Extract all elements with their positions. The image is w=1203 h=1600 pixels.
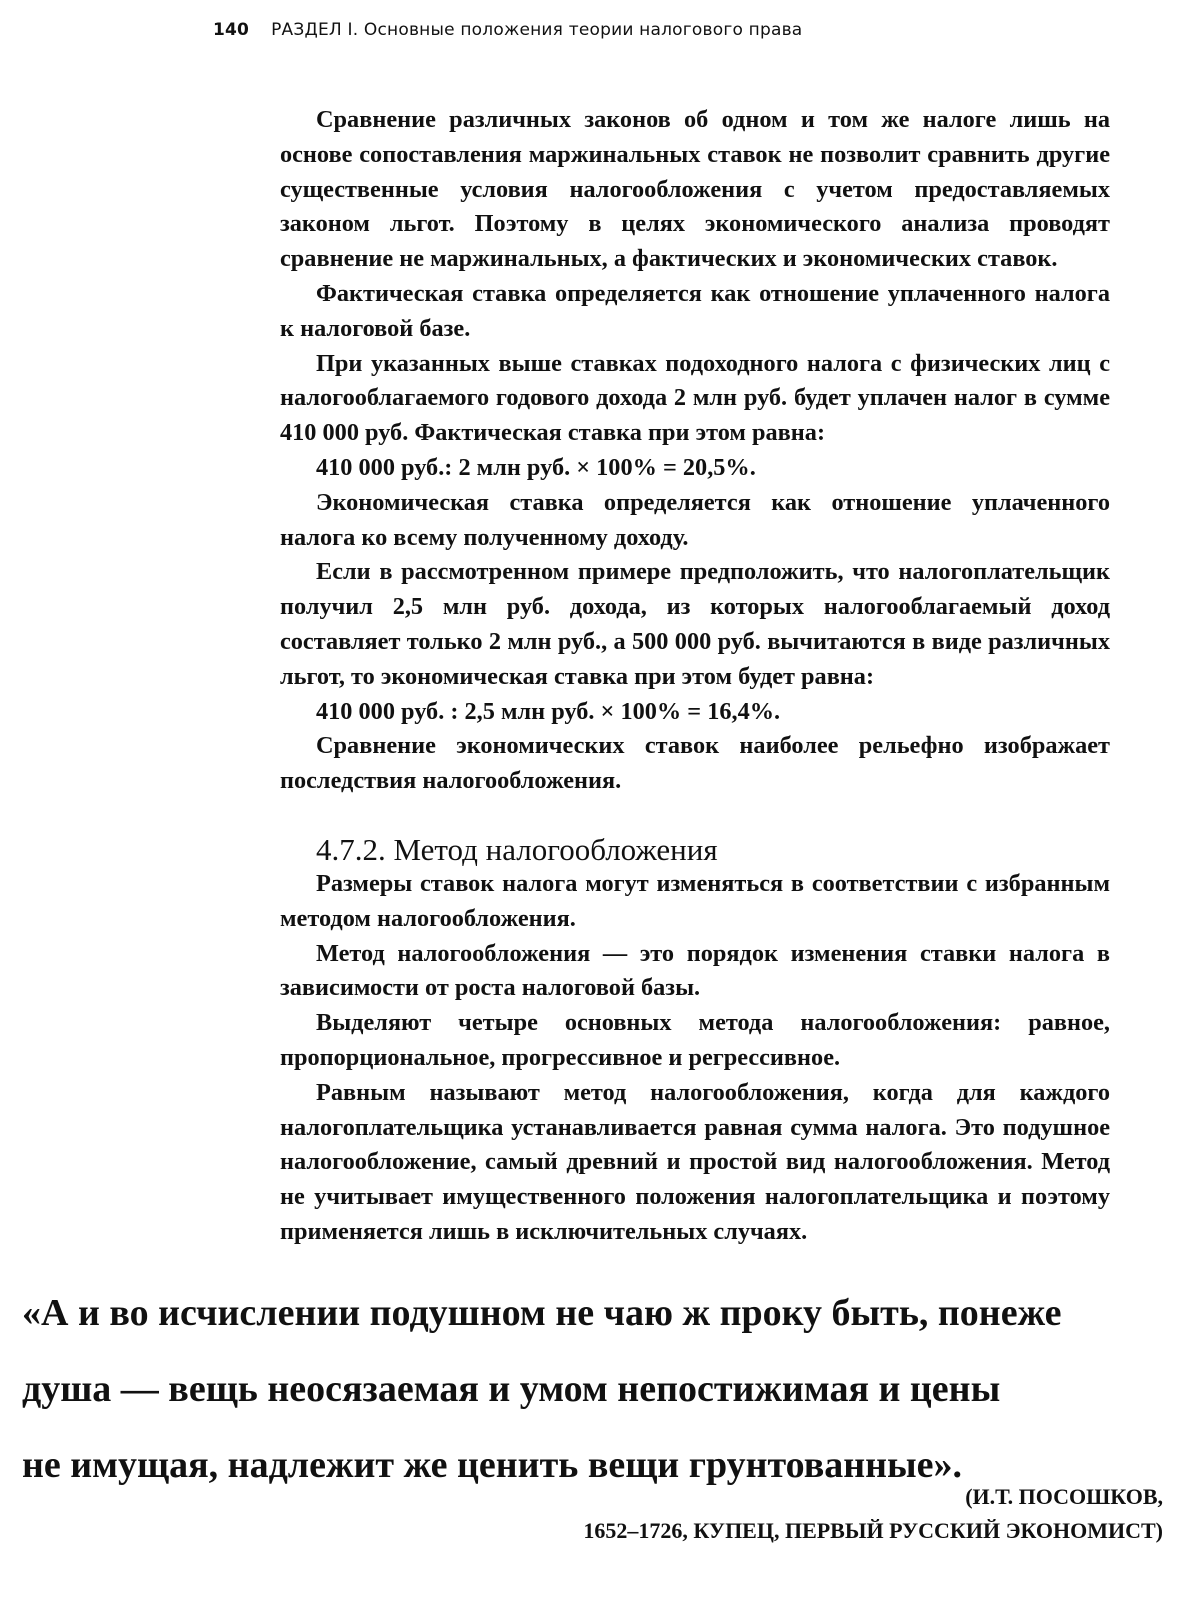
term-actual-rate: Фактическая ставка (316, 279, 547, 307)
term-equal-method: Равным называют метод налогообложения (316, 1078, 843, 1106)
paragraph-text: . Это подушное налогообложение, самый древний и простой вид налогообложения. Метод не учитывает имущественного положения налогоплательщика и поэтому применяется лишь в исключительных случаях. (280, 1113, 1110, 1245)
paragraph-income-tax-example: При указанных выше ставках подоходного налога с физических лиц с налогооблагаемого годового дохода 2 млн руб. будет уплачен налог в сумме 410 000 руб. Фактическая ставка при этом равна: (280, 349, 1110, 447)
paragraph-rate-sizes: Размеры ставок налога могут изменяться в соответствии с избранным методом налогообложения. (280, 869, 1110, 932)
main-text-column (280, 103, 1110, 1250)
paragraph-actual-rate-definition (280, 277, 1110, 347)
quote-line: душа — вещь неосязаемая и умом непостижимая и цены (22, 1368, 1001, 1410)
section-spacer (280, 799, 1110, 831)
paragraph-benefits-example: Если в рассмотренном примере предположить, что налогоплательщик получил 2,5 млн руб. дохода, из которых налогооблагаемый доход составляет только 2 млн руб., а 500 000 руб. вычитаются в виде различных льгот, то экономическая ставка при этом будет равна: (280, 558, 1110, 690)
attribution-line: 1652–1726, КУПЕЦ, ПЕРВЫЙ РУССКИЙ ЭКОНОМИСТ) (583, 1518, 1163, 1543)
quote-line: «А и во исчислении подушном не чаю ж проку быть, понеже (22, 1292, 1062, 1334)
paragraph-equal-method (280, 1076, 1110, 1250)
paragraph-rate-comparison: Сравнение различных законов об одном и том же налоге лишь на основе сопоставления маржинальных ставок не позволит сравнить другие существенные условия налогообложения с учетом предоставляемых законом льгот. Поэтому в целях экономического анализа проводят сравнение не маржинальных, а фактических и экономических ставок. (280, 106, 1110, 273)
paragraph-economic-rates-comparison: Сравнение экономических ставок наиболее рельефно изображает последствия налогообложения. (280, 732, 1110, 795)
paragraph-four-methods: Выделяют четыре основных метода налогообложения: равное, пропорциональное, прогрессивное и регрессивное. (280, 1009, 1110, 1071)
running-header (213, 20, 802, 40)
term-economic-rate: Экономическая ставка (316, 488, 584, 516)
term-equal-sum: устанавливается равная сумма налога (511, 1113, 941, 1141)
quote-attribution (583, 1480, 1163, 1548)
page-number: 140 (213, 20, 250, 40)
attribution-line: (И.Т. ПОСОШКОВ, (965, 1484, 1163, 1509)
paragraph-text: , когда для каждого налогоплательщика (280, 1078, 1110, 1141)
formula-actual-rate: 410 000 руб.: 2 млн руб. × 100% = 20,5%. (316, 453, 756, 481)
section-heading: 4.7.2. Метод налогообложения (316, 831, 718, 867)
paragraph-text: определяется как отношение уплаченного налога к налоговой базе. (280, 279, 1110, 342)
formula-economic-rate: 410 000 руб. : 2,5 млн руб. × 100% = 16,4%. (316, 697, 781, 725)
section-title: РАЗДЕЛ I. Основные положения теории налогового права (271, 20, 803, 40)
paragraph-method-definition: Метод налогообложения — это порядок изменения ставки налога в зависимости от роста налоговой базы. (280, 939, 1110, 1002)
paragraph-text: определяется как отношение уплаченного налога ко всему полученному доходу. (280, 488, 1111, 551)
paragraph-economic-rate-definition (280, 486, 1110, 556)
quote-line: не имущая, надлежит же ценить вещи грунтованные». (22, 1444, 963, 1486)
epigraph-quote (22, 1275, 1172, 1503)
